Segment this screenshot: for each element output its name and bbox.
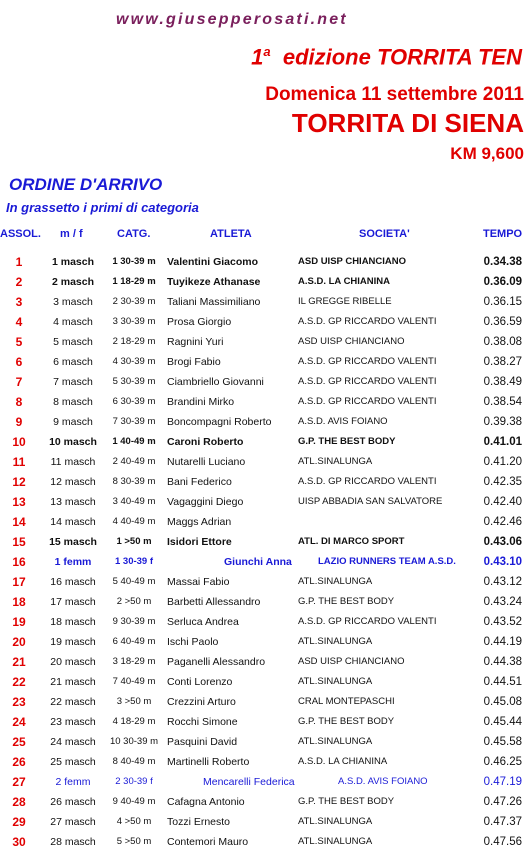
athlete-cell: Prosa Giorgio	[167, 316, 232, 328]
gender-rank-cell: 28 masch	[50, 836, 96, 848]
gender-rank-cell: 2 masch	[51, 276, 95, 288]
gender-rank-cell: 3 masch	[53, 296, 93, 308]
athlete-cell: Serluca Andrea	[167, 616, 239, 628]
table-row	[0, 692, 532, 712]
athlete-cell: Isidori Ettore	[167, 536, 232, 548]
athlete-cell: Ciambriello Giovanni	[167, 376, 264, 388]
gender-rank-cell: 17 masch	[50, 596, 96, 608]
table-row	[0, 412, 532, 432]
time-cell: 0.47.26	[483, 796, 522, 808]
athlete-cell: Cafagna Antonio	[167, 796, 245, 808]
position-cell: 13	[12, 495, 26, 509]
time-cell: 0.47.56	[483, 836, 522, 848]
time-cell: 0.42.46	[483, 516, 522, 528]
category-cell: 1 30-39 m	[112, 256, 156, 267]
club-cell: A.S.D. LA CHIANINA	[298, 756, 388, 767]
position-cell: 28	[12, 795, 26, 809]
athlete-cell: Valentini Giacomo	[167, 256, 259, 268]
table-row	[0, 512, 532, 532]
position-cell: 27	[12, 775, 26, 789]
race-date: Domenica 11 settembre 2011	[265, 84, 524, 105]
time-cell: 0.47.19	[483, 776, 522, 788]
column-header-pos: ASSOL.	[0, 228, 41, 240]
position-cell: 11	[12, 455, 26, 469]
athlete-cell: Rocchi Simone	[167, 716, 238, 728]
position-cell: 15	[12, 535, 26, 549]
table-row	[0, 292, 532, 312]
time-cell: 0.36.15	[483, 296, 522, 308]
athlete-cell: Massai Fabio	[167, 576, 230, 588]
club-cell: CRAL MONTEPASCHI	[298, 696, 395, 707]
athlete-cell: Vagaggini Diego	[167, 496, 244, 508]
table-row	[0, 492, 532, 512]
category-cell: 4 40-49 m	[112, 516, 156, 527]
table-row	[0, 772, 532, 792]
category-cell: 4 18-29 m	[112, 716, 156, 727]
time-cell: 0.47.37	[483, 816, 522, 828]
table-row	[0, 532, 532, 552]
category-cell: 7 30-39 m	[112, 416, 156, 427]
club-cell: ATL.SINALUNGA	[298, 456, 373, 467]
athlete-cell: Brandini Mirko	[167, 396, 235, 408]
position-cell: 2	[15, 275, 23, 289]
edition-title	[251, 44, 522, 70]
race-city: TORRITA DI SIENA	[291, 108, 524, 138]
gender-rank-cell: 13 masch	[50, 496, 96, 508]
category-cell: 3 40-49 m	[112, 496, 156, 507]
athlete-cell: Contemori Mauro	[167, 836, 249, 848]
category-cell: 2 18-29 m	[112, 336, 156, 347]
club-cell: ATL.SINALUNGA	[298, 816, 373, 827]
table-row	[0, 672, 532, 692]
category-cell: 2 40-49 m	[112, 456, 156, 467]
edition-superscript: a	[263, 44, 271, 59]
time-cell: 0.42.35	[483, 476, 522, 488]
athlete-cell: Maggs Adrian	[167, 516, 232, 528]
club-cell: ATL.SINALUNGA	[298, 576, 373, 587]
table-row	[0, 372, 532, 392]
table-row	[0, 612, 532, 632]
edition-text: edizione TORRITA TEN	[282, 44, 522, 70]
results-table	[0, 252, 532, 852]
club-cell: ASD UISP CHIANCIANO	[298, 656, 405, 667]
table-row	[0, 352, 532, 372]
site-url: www.giusepperosati.net	[116, 11, 348, 28]
time-cell: 0.44.19	[483, 636, 522, 648]
position-cell: 9	[15, 415, 23, 429]
gender-rank-cell: 21 masch	[50, 676, 96, 688]
club-cell: A.S.D. AVIS FOIANO	[298, 416, 388, 427]
gender-rank-cell: 4 masch	[53, 316, 93, 328]
club-cell: A.S.D. GP RICCARDO VALENTI	[298, 616, 437, 627]
gender-rank-cell: 6 masch	[53, 356, 93, 368]
athlete-cell: Crezzini Arturo	[167, 696, 236, 708]
time-cell: 0.43.10	[483, 556, 522, 568]
gender-rank-cell: 2 femm	[55, 776, 91, 788]
athlete-cell: Brogi Fabio	[167, 356, 221, 368]
category-cell: 9 30-39 m	[112, 616, 156, 627]
category-cell: 3 30-39 m	[112, 316, 156, 327]
gender-rank-cell: 8 masch	[53, 396, 93, 408]
category-cell: 4 >50 m	[116, 816, 152, 827]
gender-rank-cell: 18 masch	[50, 616, 96, 628]
time-cell: 0.44.38	[483, 656, 522, 668]
category-cell: 3 18-29 m	[112, 656, 156, 667]
position-cell: 21	[12, 655, 26, 669]
club-cell: G.P. THE BEST BODY	[298, 716, 395, 727]
gender-rank-cell: 16 masch	[50, 576, 96, 588]
position-cell: 23	[12, 695, 26, 709]
category-cell: 5 30-39 m	[112, 376, 156, 387]
time-cell: 0.34.38	[483, 256, 522, 268]
position-cell: 3	[15, 295, 23, 309]
position-cell: 16	[12, 555, 26, 569]
athlete-cell: Paganelli Alessandro	[167, 656, 266, 668]
position-cell: 18	[12, 595, 26, 609]
athlete-cell: Giunchi Anna	[224, 556, 292, 568]
gender-rank-cell: 26 masch	[50, 796, 96, 808]
club-cell: UISP ABBADIA SAN SALVATORE	[298, 496, 443, 507]
time-cell: 0.38.54	[483, 396, 522, 408]
time-cell: 0.36.09	[483, 276, 522, 288]
club-cell: LAZIO RUNNERS TEAM A.S.D.	[318, 556, 456, 567]
club-cell: ASD UISP CHIANCIANO	[298, 256, 407, 267]
position-cell: 7	[15, 375, 23, 389]
position-cell: 5	[15, 335, 23, 349]
category-cell: 7 40-49 m	[112, 676, 156, 687]
time-cell: 0.43.52	[483, 616, 522, 628]
club-cell: A.S.D. GP RICCARDO VALENTI	[298, 476, 437, 487]
table-row	[0, 712, 532, 732]
category-cell: 1 40-49 m	[112, 436, 156, 447]
athlete-cell: Tuyikeze Athanase	[167, 276, 261, 288]
table-row	[0, 572, 532, 592]
section-title: ORDINE D'ARRIVO	[9, 175, 163, 194]
edition-number: 1	[251, 44, 264, 70]
category-cell: 2 30-39 f	[115, 776, 153, 787]
club-cell: G.P. THE BEST BODY	[298, 796, 395, 807]
athlete-cell: Mencarelli Federica	[203, 776, 295, 788]
time-cell: 0.44.51	[483, 676, 522, 688]
table-row	[0, 752, 532, 772]
gender-rank-cell: 11 masch	[50, 456, 96, 468]
club-cell: A.S.D. GP RICCARDO VALENTI	[298, 376, 437, 387]
position-cell: 22	[12, 675, 26, 689]
club-cell: IL GREGGE RIBELLE	[298, 296, 392, 307]
gender-rank-cell: 20 masch	[50, 656, 96, 668]
position-cell: 8	[15, 395, 23, 409]
position-cell: 25	[12, 735, 26, 749]
gender-rank-cell: 25 masch	[50, 756, 96, 768]
club-cell: A.S.D. AVIS FOIANO	[338, 776, 428, 787]
position-cell: 12	[12, 475, 26, 489]
gender-rank-cell: 22 masch	[50, 696, 96, 708]
gender-rank-cell: 23 masch	[50, 716, 96, 728]
gender-rank-cell: 24 masch	[50, 736, 96, 748]
category-cell: 4 30-39 m	[112, 356, 156, 367]
time-cell: 0.41.01	[483, 436, 522, 448]
club-cell: G.P. THE BEST BODY	[298, 596, 395, 607]
table-row	[0, 812, 532, 832]
category-cell: 6 40-49 m	[112, 636, 156, 647]
club-cell: ATL.SINALUNGA	[298, 636, 373, 647]
club-cell: G.P. THE BEST BODY	[298, 436, 396, 447]
athlete-cell: Conti Lorenzo	[167, 676, 233, 688]
category-cell: 2 30-39 m	[112, 296, 156, 307]
category-cell: 1 18-29 m	[112, 276, 156, 287]
table-row	[0, 792, 532, 812]
athlete-cell: Taliani Massimiliano	[167, 296, 261, 308]
position-cell: 6	[15, 355, 23, 369]
position-cell: 19	[12, 615, 26, 629]
column-header-name: ATLETA	[210, 228, 252, 240]
club-cell: ATL.SINALUNGA	[298, 676, 373, 687]
time-cell: 0.43.24	[483, 596, 522, 608]
gender-rank-cell: 1 femm	[54, 556, 92, 568]
club-cell: A.S.D. LA CHIANINA	[298, 276, 391, 287]
column-header-time: TEMPO	[483, 228, 523, 240]
position-cell: 4	[15, 315, 23, 329]
position-cell: 26	[12, 755, 26, 769]
gender-rank-cell: 19 masch	[50, 636, 96, 648]
time-cell: 0.36.59	[483, 316, 522, 328]
category-cell: 8 40-49 m	[112, 756, 156, 767]
time-cell: 0.46.25	[483, 756, 522, 768]
table-row	[0, 432, 532, 452]
gender-rank-cell: 27 masch	[50, 816, 96, 828]
gender-rank-cell: 7 masch	[53, 376, 93, 388]
athlete-cell: Martinelli Roberto	[167, 756, 250, 768]
time-cell: 0.45.08	[483, 696, 522, 708]
time-cell: 0.43.12	[483, 576, 522, 588]
position-cell: 14	[12, 515, 26, 529]
table-row	[0, 632, 532, 652]
position-cell: 20	[12, 635, 26, 649]
gender-rank-cell: 9 masch	[53, 416, 93, 428]
race-distance: KM 9,600	[450, 144, 524, 163]
position-cell: 24	[12, 715, 26, 729]
club-cell: ATL.SINALUNGA	[298, 736, 373, 747]
athlete-cell: Tozzi Ernesto	[167, 816, 231, 828]
category-cell: 5 40-49 m	[112, 576, 156, 587]
category-cell: 6 30-39 m	[112, 396, 156, 407]
athlete-cell: Bani Federico	[167, 476, 232, 488]
table-row	[0, 552, 532, 572]
table-row	[0, 392, 532, 412]
time-cell: 0.42.40	[483, 496, 522, 508]
table-row	[0, 332, 532, 352]
category-cell: 10 30-39 m	[109, 736, 159, 747]
athlete-cell: Ischi Paolo	[167, 636, 219, 648]
category-cell: 1 30-39 f	[114, 556, 154, 567]
category-cell: 5 >50 m	[116, 836, 152, 847]
table-row	[0, 592, 532, 612]
athlete-cell: Pasquini David	[167, 736, 238, 748]
gender-rank-cell: 14 masch	[50, 516, 96, 528]
time-cell: 0.38.49	[483, 376, 522, 388]
category-cell: 9 40-49 m	[112, 796, 156, 807]
position-cell: 10	[12, 435, 26, 449]
gender-rank-cell: 12 masch	[50, 476, 96, 488]
athlete-cell: Boncompagni Roberto	[167, 416, 272, 428]
table-row	[0, 652, 532, 672]
table-row	[0, 272, 532, 292]
time-cell: 0.45.58	[483, 736, 522, 748]
category-cell: 3 >50 m	[116, 696, 152, 707]
athlete-cell: Ragnini Yuri	[167, 336, 224, 348]
table-row	[0, 312, 532, 332]
gender-rank-cell: 1 masch	[51, 256, 95, 268]
gender-rank-cell: 10 masch	[49, 436, 97, 448]
position-cell: 1	[15, 255, 23, 269]
bold-note: In grassetto i primi di categoria	[6, 200, 199, 215]
position-cell: 29	[12, 815, 26, 829]
table-row	[0, 452, 532, 472]
category-cell: 1 >50 m	[116, 536, 152, 547]
gender-rank-cell: 15 masch	[49, 536, 97, 548]
club-cell: A.S.D. GP RICCARDO VALENTI	[298, 356, 437, 367]
time-cell: 0.39.38	[483, 416, 522, 428]
column-header-cat: CATG.	[117, 228, 151, 240]
club-cell: ATL.SINALUNGA	[298, 836, 373, 847]
category-cell: 2 >50 m	[116, 596, 152, 607]
column-header-mf: m / f	[60, 228, 83, 240]
table-row	[0, 732, 532, 752]
position-cell: 30	[12, 835, 26, 849]
time-cell: 0.43.06	[483, 536, 522, 548]
time-cell: 0.45.44	[483, 716, 522, 728]
position-cell: 17	[12, 575, 26, 589]
time-cell: 0.41.20	[483, 456, 522, 468]
athlete-cell: Caroni Roberto	[167, 436, 244, 448]
athlete-cell: Barbetti Allessandro	[167, 596, 261, 608]
club-cell: A.S.D. GP RICCARDO VALENTI	[298, 396, 437, 407]
category-cell: 8 30-39 m	[112, 476, 156, 487]
club-cell: ASD UISP CHIANCIANO	[298, 336, 405, 347]
club-cell: A.S.D. GP RICCARDO VALENTI	[298, 316, 437, 327]
athlete-cell: Nutarelli Luciano	[167, 456, 246, 468]
table-row	[0, 472, 532, 492]
table-row	[0, 832, 532, 852]
club-cell: ATL. DI MARCO SPORT	[298, 536, 405, 547]
gender-rank-cell: 5 masch	[53, 336, 93, 348]
table-row	[0, 252, 532, 272]
column-header-club: SOCIETA'	[359, 228, 410, 240]
time-cell: 0.38.08	[483, 336, 522, 348]
time-cell: 0.38.27	[483, 356, 522, 368]
